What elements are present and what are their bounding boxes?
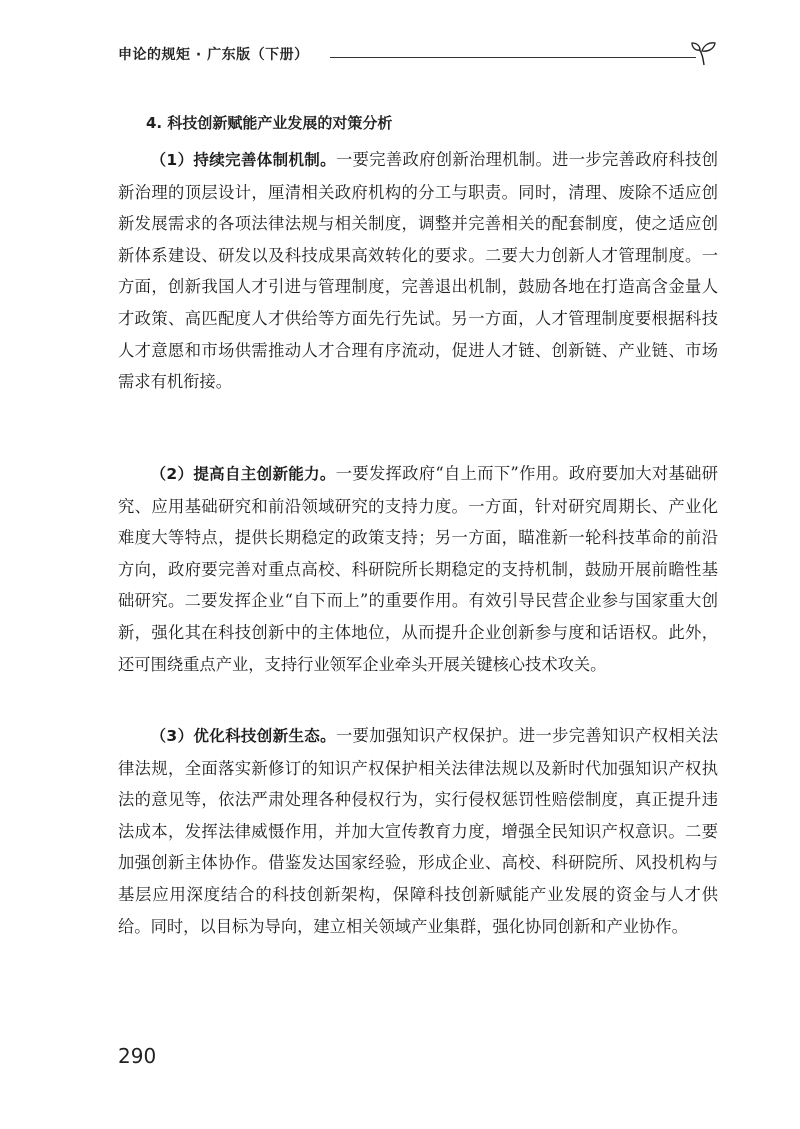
page-number: 290 [118,1044,157,1068]
paragraph-3-lead: （3）优化科技创新生态。 [150,727,336,745]
paragraph-1 [118,144,718,398]
paragraph-2-lead: （2）提高自主创新能力。 [150,465,336,483]
paragraph-2-text: 一要发挥政府“自上而下”作用。政府要加大对基础研究、应用基础研究和前沿领域研究的支持力度。一方面，针对研究周期长、产业化难度大等特点，提供长期稳定的政策支持；另一方面，瞄准新一轮科技革命的前沿方向，政府要完善对重点高校、科研院所长期稳定的支持机制，鼓励开展前瞻性基础研究。二要发挥企业“自下而上”的重要作用。有效引导民营企业参与国家重大创新，强化其在科技创新中的主体地位，从而提升企业创新参与度和话语权。此外，还可围绕重点产业，支持行业领军企业牵头开展关键核心技术攻关。 [118,464,718,674]
paragraph-2 [118,458,718,680]
paragraph-3-text: 一要加强知识产权保护。进一步完善知识产权相关法律法规，全面落实新修订的知识产权保护相关法律法规以及新时代加强知识产权执法的意见等，依法严肃处理各种侵权行为，实行侵权惩罚性赔偿制度，真正提升违法成本，发挥法律威慑作用，并加大宣传教育力度，增强全民知识产权意识。二要加强创新主体协作。借鉴发达国家经验，形成企业、高校、科研院所、风投机构与基层应用深度结合的科技创新架构，保障科技创新赋能产业发展的资金与人才供给。同时，以目标为导向，建立相关领域产业集群，强化协同创新和产业协作。 [118,726,718,936]
paragraph-3 [118,720,718,942]
paragraph-1-lead: （1）持续完善体制机制。 [150,151,336,169]
section-heading: 4. 科技创新赋能产业发展的对策分析 [146,114,393,132]
header-rule [330,57,696,58]
sprout-icon [690,40,718,66]
paragraph-1-text: 一要完善政府创新治理机制。进一步完善政府科技创新治理的顶层设计，厘清相关政府机构的分工与职责。同时，清理、废除不适应创新发展需求的各项法律法规与相关制度，调整并完善相关的配套制度，使之适应创新体系建设、研发以及科技成果高效转化的要求。二要大力创新人才管理制度。一方面，创新我国人才引进与管理制度，完善退出机制，鼓励各地在打造高含金量人才政策、高匹配度人才供给等方面先行先试。另一方面，人才管理制度要根据科技人才意愿和市场供需推动人才合理有序流动，促进人才链、创新链、产业链、市场需求有机衔接。 [118,150,718,392]
running-header [118,40,718,66]
book-title: 申论的规矩 · 广东版（下册） [118,47,309,63]
